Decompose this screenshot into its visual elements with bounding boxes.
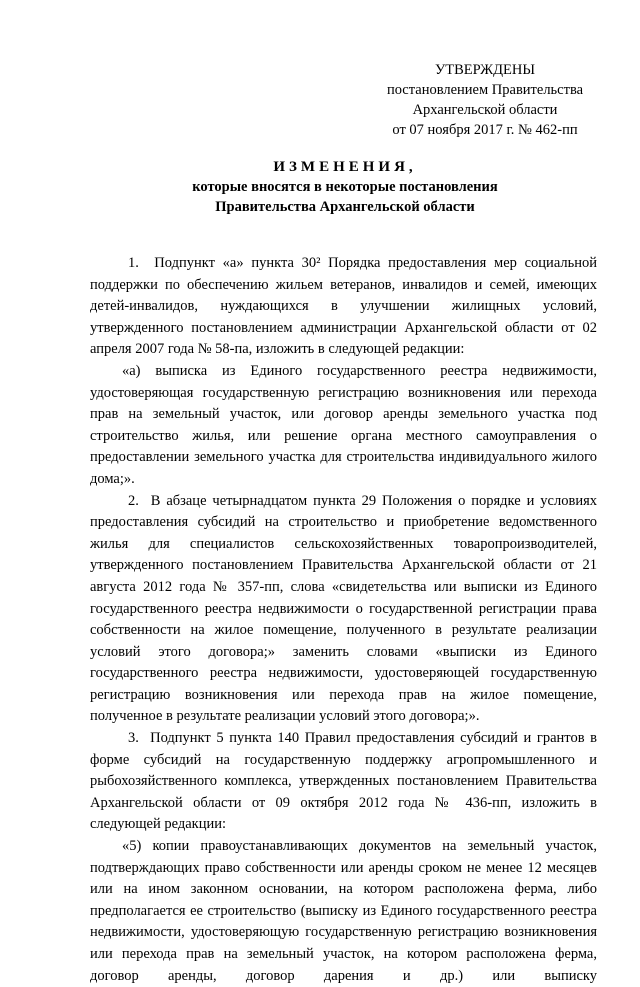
approved-date: от 07 ноября 2017 г. № 462-пп: [392, 122, 578, 138]
title-subtitle-line-1: которые вносятся в некоторые постановления: [192, 179, 498, 195]
document-title: [100, 158, 590, 217]
paragraph-2: 2. В абзаце четырнадцатом пункта 29 Положения о порядке и условиях предоставления субсидий на строительство и приобретение ведомственного жилья для специалистов сельскохозяйственных товаропроизводителей, утвержденного постановлением Правительства Архангельской области от 21 августа 2012 года № 357-пп, слова «свидетельства или выписки из Единого государственного реестра недвижимости о государственной регистрации права собственности на жилое помещение, полученного в результате реализации условий этого договора;» заменить словами «выписки из Единого государственного реестра недвижимости, удостоверяющей государственную регистрацию возникновения или перехода прав на жилое помещение, полученное в результате реализации условий этого договора;».: [90, 492, 597, 725]
document-body: [90, 253, 597, 987]
approval-stamp: [370, 60, 600, 140]
paragraph-1: 1. Подпункт «а» пункта 30² Порядка предоставления мер социальной поддержки по обеспечению жильем ветеранов, инвалидов и семей, имеющих детей-инвалидов, нуждающихся в улучшении жилищных условий, утвержденного постановлением администрации Архангельской области от 02 апреля 2007 года № 58-па, изложить в следующей редакции:: [90, 255, 597, 358]
paragraph-3: 3. Подпункт 5 пункта 140 Правил предоставления субсидий и грантов в форме субсидий на государственную поддержку агропромышленного и рыбохозяйственного комплекса, утвержденных постановлением Правительства Архангельской области от 09 октября 2012 года № 436-пп, изложить в следующей редакции:: [90, 730, 597, 833]
approved-by-line-2: Архангельской области: [412, 102, 558, 118]
paragraph-1-quote: «а) выписка из Единого государственного реестра недвижимости, удостоверяющая государственную регистрацию возникновения или перехода прав на земельный участок, или договор аренды земельного участка под строительство жилья, или решение органа местного самоуправления о предоставлении земельного участка для строительства индивидуального жилого дома;».: [90, 362, 597, 487]
paragraph-3-quote: «5) копии правоустанавливающих документов на земельный участок, подтверждающих право собственности или аренды сроком не менее 12 месяцев или на ином законном основании, на котором расположена ферма, либо предполагается ее строительство (выписку из Единого государственного реестра недвижимости, удостоверяющую государственную регистрацию возникновения или перехода прав на земельный участок, на котором расположена ферма, договор аренды, договор дарения и др.) или выписку: [90, 838, 597, 984]
approved-by-line-1: постановлением Правительства: [386, 82, 584, 98]
title-subtitle-line-2: Правительства Архангельской области: [215, 199, 475, 215]
approved-title: УТВЕРЖДЕНЫ: [434, 62, 536, 78]
title-main: ИЗМЕНЕНИЯ,: [273, 159, 417, 175]
